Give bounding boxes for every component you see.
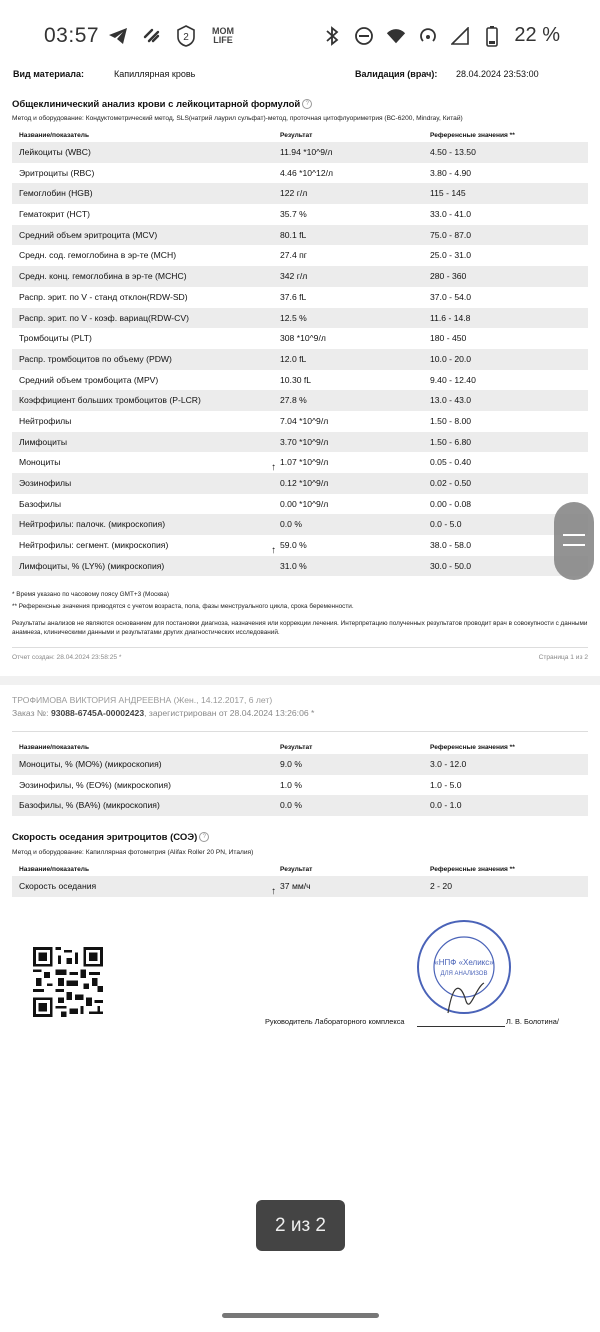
row-name: Эозинофилы, % (EO%) (микроскопия) [19, 779, 171, 790]
row-reference: 3.0 - 12.0 [430, 759, 467, 769]
page-footer [12, 654, 588, 661]
header-result: Результат [280, 866, 313, 873]
shield-badge-icon [176, 26, 196, 46]
microscopy-table [12, 754, 588, 816]
row-result [280, 292, 306, 302]
row-name: Лимфоциты, % (LY%) (микроскопия) [19, 560, 165, 571]
row-reference: 3.80 - 4.90 [430, 167, 472, 178]
row-name: Коэффициент больших тромбоцитов (P-LCR) [19, 395, 201, 406]
table-row [12, 370, 588, 391]
row-result [280, 209, 307, 219]
header-name: Название/показатель [19, 132, 90, 139]
row-result-value: 27.8 % [280, 395, 307, 406]
table-row [12, 775, 588, 796]
signature-line [417, 1026, 505, 1027]
row-result-value: 4.46 *10^12/л [280, 167, 334, 178]
header-ref: Референсные значения ** [430, 866, 515, 873]
row-result-value: 9.0 % [280, 759, 302, 769]
qr-code [33, 947, 103, 1017]
page-indicator: 2 из 2 [256, 1200, 345, 1251]
row-reference: 0.0 - 1.0 [430, 800, 462, 811]
row-result-value: 12.5 % [280, 312, 307, 323]
table-row [12, 494, 588, 515]
row-reference: 25.0 - 31.0 [430, 250, 472, 261]
row-result-value: 0.00 *10^9/л [280, 498, 329, 509]
header-result: Результат [280, 132, 313, 139]
bluetooth-icon [322, 26, 342, 46]
telegram-icon [108, 26, 128, 46]
notification-icons [108, 26, 236, 46]
note-disclaimer: Результаты анализов не являются основанием для постановки диагноза, назначения или коррекции лечения. Интерпретацию полученных результатов проводит врач в совокупности с данными анамнеза, клиническими данными и результатами других диагностических исследований. [12, 620, 588, 636]
app-icon [142, 26, 162, 46]
row-reference: 0.02 - 0.50 [430, 478, 472, 488]
row-name: Нейтрофилы [19, 415, 72, 426]
row-name: Средн. конц. гемоглобина в эр-те (MCHC) [19, 271, 187, 282]
signal-icon [450, 26, 470, 46]
row-reference: 0.0 - 5.0 [430, 519, 462, 530]
high-value-arrow-icon: ↑ [271, 462, 276, 474]
table-row [12, 308, 588, 329]
table-row [12, 183, 588, 204]
table-row [12, 266, 588, 287]
table-row [12, 876, 588, 897]
material-row [12, 66, 588, 82]
status-time: 03:57 [44, 24, 100, 47]
row-result-value: 59.0 % [280, 540, 307, 551]
row-result [280, 395, 307, 405]
validation-value: 28.04.2024 23:53:00 [456, 69, 539, 79]
row-name: Гематокрит (HCT) [19, 209, 91, 220]
row-reference: 1.50 - 8.00 [430, 415, 472, 426]
header-ref: Референсные значения ** [430, 744, 515, 751]
table-row [12, 390, 588, 411]
row-reference: 38.0 - 58.0 [430, 540, 472, 551]
row-name: Распр. эрит. по V - коэф. вариац(RDW-CV) [19, 312, 189, 323]
row-result [280, 519, 302, 529]
high-value-arrow-icon: ↑ [271, 545, 276, 557]
table-row [12, 328, 588, 349]
row-result [280, 416, 328, 426]
header-result: Результат [280, 744, 313, 751]
battery-icon [482, 26, 502, 46]
header-ref: Референсные значения ** [430, 132, 515, 139]
row-name: Лимфоциты [19, 436, 68, 447]
signature-name: Л. В. Болотина/ [506, 1017, 559, 1026]
row-result [280, 375, 311, 385]
row-result [271, 881, 311, 897]
row-name: Скорость оседания [19, 881, 97, 891]
row-reference: 10.0 - 20.0 [430, 353, 472, 364]
svg-text:2: 2 [183, 32, 189, 43]
row-result-value: 1.0 % [280, 779, 302, 790]
row-result [271, 540, 307, 557]
table-row [12, 142, 588, 163]
row-name: Моноциты, % (MO%) (микроскопия) [19, 759, 162, 769]
row-result [280, 333, 326, 343]
row-name: Базофилы, % (BA%) (микроскопия) [19, 800, 160, 811]
row-result-value: 12.0 fL [280, 353, 307, 364]
page-separator [0, 676, 600, 685]
material-label: Вид материала: [13, 69, 84, 79]
fast-scroll-handle[interactable] [554, 502, 594, 580]
report-created: Отчет создан: 28.04.2024 23:58:25 * [12, 654, 122, 661]
header-name: Название/показатель [19, 866, 90, 873]
row-reference: 13.0 - 43.0 [430, 395, 472, 406]
row-reference: 9.40 - 12.40 [430, 374, 476, 385]
table-row [12, 225, 588, 246]
status-bar [0, 0, 600, 70]
table-row [12, 245, 588, 266]
row-reference: 1.50 - 6.80 [430, 436, 472, 447]
row-result-value: 3.70 *10^9/л [280, 436, 329, 447]
row-reference: 115 - 145 [430, 188, 466, 199]
row-name: Средний объем тромбоцита (MPV) [19, 374, 159, 385]
momlife-icon: MOM LIFE [212, 26, 234, 45]
help-icon[interactable]: ? [199, 832, 209, 842]
row-name: Эритроциты (RBC) [19, 167, 95, 178]
row-reference: 37.0 - 54.0 [430, 291, 472, 302]
table-row [12, 432, 588, 453]
row-result-value: 27.4 пг [280, 250, 307, 261]
table-row [12, 754, 588, 775]
order-number: 93088-6745A-00002423 [50, 708, 145, 718]
row-result [280, 230, 306, 240]
row-result [271, 457, 329, 474]
row-name: Моноциты [19, 457, 61, 468]
page-number: Страница 1 из 2 [538, 654, 588, 661]
table-row [12, 514, 588, 535]
row-reference: 280 - 360 [430, 271, 467, 282]
row-result-value: 10.30 fL [280, 374, 312, 385]
section-cbc-method: Метод и оборудование: Кондуктометрический метод, SLS(натрий лаурил сульфат)-метод, проточная цитофлуориметрия (ВС-6200, Mindray, Китай) [12, 115, 463, 122]
row-result-value: 0.0 % [280, 519, 302, 530]
row-result [280, 478, 328, 488]
material-value: Капиллярная кровь [114, 69, 196, 79]
row-reference: 1.0 - 5.0 [430, 779, 462, 790]
row-result [280, 354, 306, 364]
row-result-value: 122 г/л [280, 188, 308, 199]
table-row [12, 556, 588, 577]
gesture-navigation-bar[interactable] [222, 1313, 379, 1318]
table-row [12, 204, 588, 225]
row-name: Распр. тромбоцитов по объему (PDW) [19, 353, 172, 364]
patient-info: ТРОФИМОВА ВИКТОРИЯ АНДРЕЕВНА (Жен., 14.12.2017, 6 лет) [12, 695, 273, 705]
validation-label: Валидация (врач): [355, 69, 438, 79]
row-result [280, 561, 307, 571]
row-result [280, 188, 307, 198]
row-name: Базофилы [19, 498, 62, 509]
svg-text:ДЛЯ АНАЛИЗОВ: ДЛЯ АНАЛИЗОВ [440, 971, 488, 977]
row-result-value: 1.07 *10^9/л [280, 457, 329, 468]
row-reference: 11.6 - 14.8 [430, 312, 471, 323]
wifi-icon [386, 26, 406, 46]
table-row [12, 535, 588, 556]
row-result-value: 35.7 % [280, 209, 307, 220]
esr-table [12, 876, 588, 897]
note-reference: ** Референсные значения приводятся с учетом возраста, пола, фазы менструального цикла, срока беременности. [12, 603, 354, 610]
row-name: Гемоглобин (HGB) [19, 188, 93, 199]
row-result-value: 308 *10^9/л [280, 333, 326, 344]
high-value-arrow-icon: ↑ [271, 886, 276, 897]
row-name: Эозинофилы [19, 478, 72, 488]
table-row [12, 163, 588, 184]
note-timezone: * Время указано по часовому поясу GMT+3 (Москва) [12, 591, 170, 598]
row-result-value: 7.04 *10^9/л [280, 415, 329, 426]
row-result-value: 11.94 *10^9/л [280, 147, 333, 157]
row-reference: 4.50 - 13.50 [430, 147, 476, 157]
hotspot-icon [418, 26, 438, 46]
row-result-value: 342 г/л [280, 271, 308, 282]
row-result [280, 271, 307, 281]
row-reference: 180 - 450 [430, 333, 467, 344]
table-row [12, 452, 588, 473]
section-esr-method: Метод и оборудование: Капиллярная фотометрия (Alifax Roller 20 PN, Италия) [12, 849, 254, 856]
help-icon[interactable]: ? [302, 99, 312, 109]
row-name: Лейкоциты (WBC) [19, 147, 91, 157]
row-result-value: 31.0 % [280, 560, 307, 571]
row-reference: 33.0 - 41.0 [430, 209, 472, 220]
row-result [280, 800, 302, 810]
row-reference: 2 - 20 [430, 881, 452, 891]
row-result-value: 37 мм/ч [280, 881, 311, 891]
table-row [12, 795, 588, 816]
divider [12, 731, 588, 732]
row-name: Тромбоциты (PLT) [19, 333, 92, 344]
table-header [12, 864, 588, 876]
table-row [12, 411, 588, 432]
order-info: Заказ №: 93088-6745A-00002423, зарегистрирован от 28.04.2024 13:26:06 * [12, 708, 315, 718]
row-name: Средн. сод. гемоглобина в эр-те (MCH) [19, 250, 177, 261]
table-header [12, 742, 588, 754]
table-row [12, 287, 588, 308]
row-name: Нейтрофилы: палочк. (микроскопия) [19, 519, 166, 530]
row-reference: 0.05 - 0.40 [430, 457, 472, 468]
svg-text:«НПФ «Хеликс»: «НПФ «Хеликс» [434, 958, 494, 967]
row-result [280, 499, 328, 509]
signature-label: Руководитель Лабораторного комплекса [265, 1017, 405, 1026]
row-reference: 30.0 - 50.0 [430, 560, 472, 571]
lab-stamp [414, 917, 514, 1017]
row-result [280, 313, 307, 323]
row-result [280, 437, 328, 447]
row-result [280, 759, 302, 769]
table-header [12, 130, 588, 142]
row-result [280, 168, 333, 178]
row-result-value: 80.1 fL [280, 229, 307, 240]
row-result [280, 250, 307, 260]
section-cbc-title: Общеклинический анализ крови с лейкоцитарной формулой ? [12, 99, 312, 110]
row-name: Нейтрофилы: сегмент. (микроскопия) [19, 540, 169, 551]
battery-percent: 22 % [514, 24, 560, 46]
do-not-disturb-icon [354, 26, 374, 46]
divider [12, 647, 588, 648]
section-esr-title: Скорость оседания эритроцитов (СОЭ) ? [12, 832, 209, 843]
row-reference: 75.0 - 87.0 [430, 229, 472, 240]
header-name: Название/показатель [19, 744, 90, 751]
row-reference: 0.00 - 0.08 [430, 498, 472, 509]
row-result-value: 0.0 % [280, 800, 302, 811]
row-result-value: 0.12 *10^9/л [280, 478, 329, 488]
cbc-table [12, 142, 588, 576]
row-result [280, 780, 302, 790]
row-result-value: 37.6 fL [280, 291, 307, 302]
status-right [322, 24, 560, 47]
table-row [12, 349, 588, 370]
row-name: Распр. эрит. по V - станд отклон(RDW-SD) [19, 291, 188, 302]
row-result [280, 147, 332, 157]
row-name: Средний объем эритроцита (MCV) [19, 229, 158, 240]
table-row [12, 473, 588, 494]
